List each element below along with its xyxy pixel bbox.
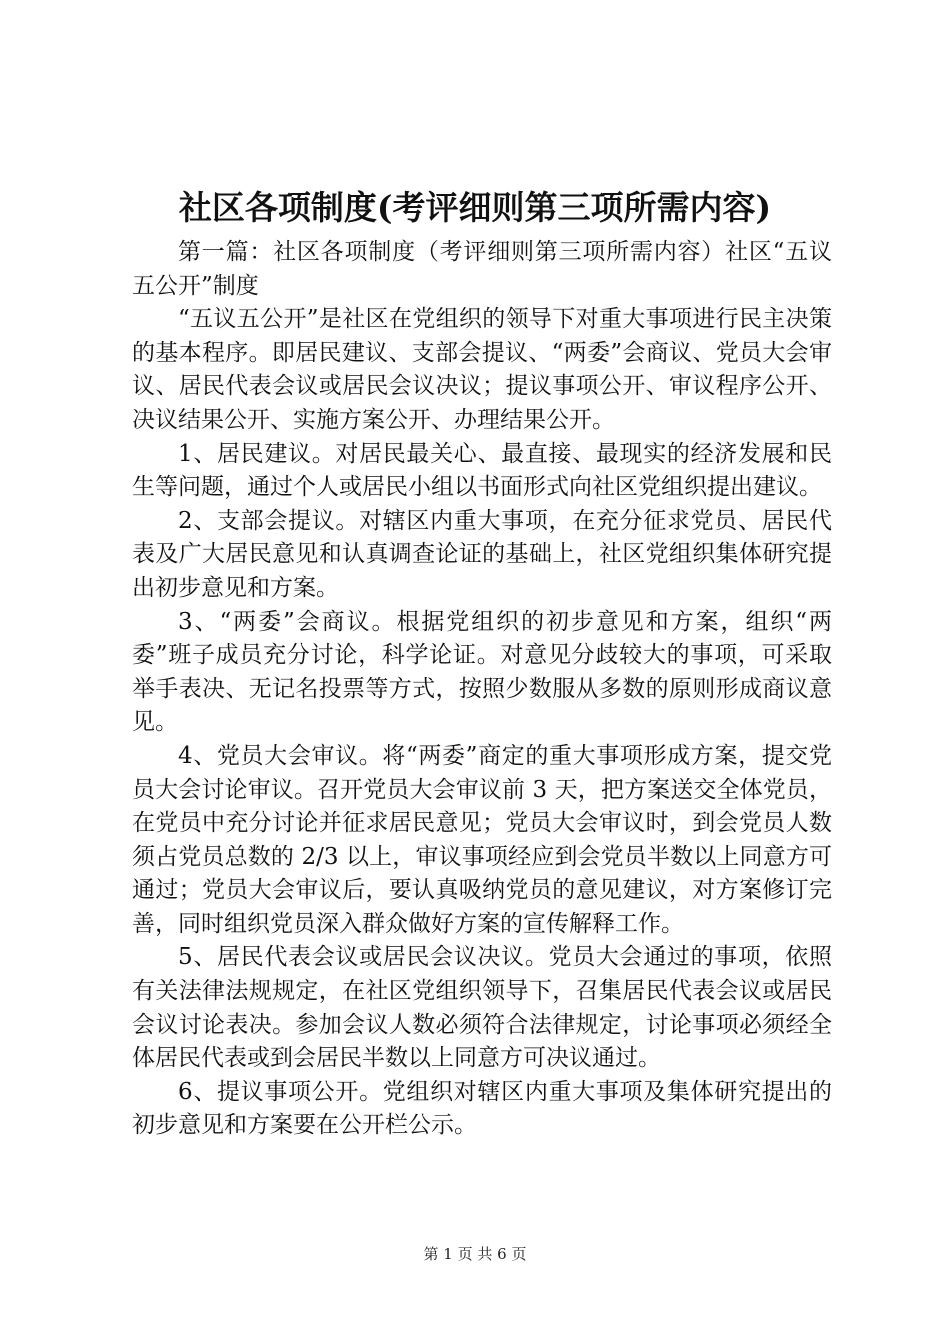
paragraph-7: 6、提议事项公开。党组织对辖区内重大事项及集体研究提出的初步意见和方案要在公开栏公示。 xyxy=(132,1078,832,1139)
paragraph-4: 3、“两委”会商议。根据党组织的初步意见和方案，组织“两委”班子成员充分讨论，科学论证。对意见分歧较大的事项，可采取举手表决、无记名投票等方式，按照少数服从多数的原则形成商议意见。 xyxy=(132,608,832,736)
paragraph-5: 4、党员大会审议。将“两委”商定的重大事项形成方案，提交党员大会讨论审议。召开党员大会审议前 3 天，把方案送交全体党员，在党员中充分讨论并征求居民意见；党员大会审议时，到会党员人数须占党员总数的 2/3 以上，审议事项经应到会党员半数以上同意方可通过；党员大会审议后，要认真吸纳党员的意见建议，对方案修订完善，同时组织党员深入群众做好方案的宣传解释工作。 xyxy=(132,742,832,937)
document-body xyxy=(132,236,832,1143)
paragraph-6: 5、居民代表会议或居民会议决议。党员大会通过的事项，依照有关法律法规规定，在社区党组织领导下，召集居民代表会议或居民会议讨论表决。参加会议人数必须符合法律规定，讨论事项必须经全体居民代表或到会居民半数以上同意方可决议通过。 xyxy=(132,944,832,1072)
document-title: 社区各项制度(考评细则第三项所需内容) xyxy=(178,188,772,227)
paragraph-2: 1、居民建议。对居民最关心、最直接、最现实的经济发展和民生等问题，通过个人或居民小组以书面形式向社区党组织提出建议。 xyxy=(132,440,832,501)
paragraph-3: 2、支部会提议。对辖区内重大事项，在充分征求党员、居民代表及广大居民意见和认真调查论证的基础上，社区党组织集体研究提出初步意见和方案。 xyxy=(132,507,832,601)
paragraph-0: 第一篇：社区各项制度（考评细则第三项所需内容）社区“五议五公开”制度 xyxy=(132,239,832,299)
page-footer: 第 1 页 共 6 页 xyxy=(423,1245,527,1263)
paragraph-1: “五议五公开”是社区在党组织的领导下对重大事项进行民主决策的基本程序。即居民建议、支部会提议、“两委”会商议、党员大会审议、居民代表会议或居民会议决议；提议事项公开、审议程序公开、决议结果公开、实施方案公开、办理结果公开。 xyxy=(132,306,832,433)
